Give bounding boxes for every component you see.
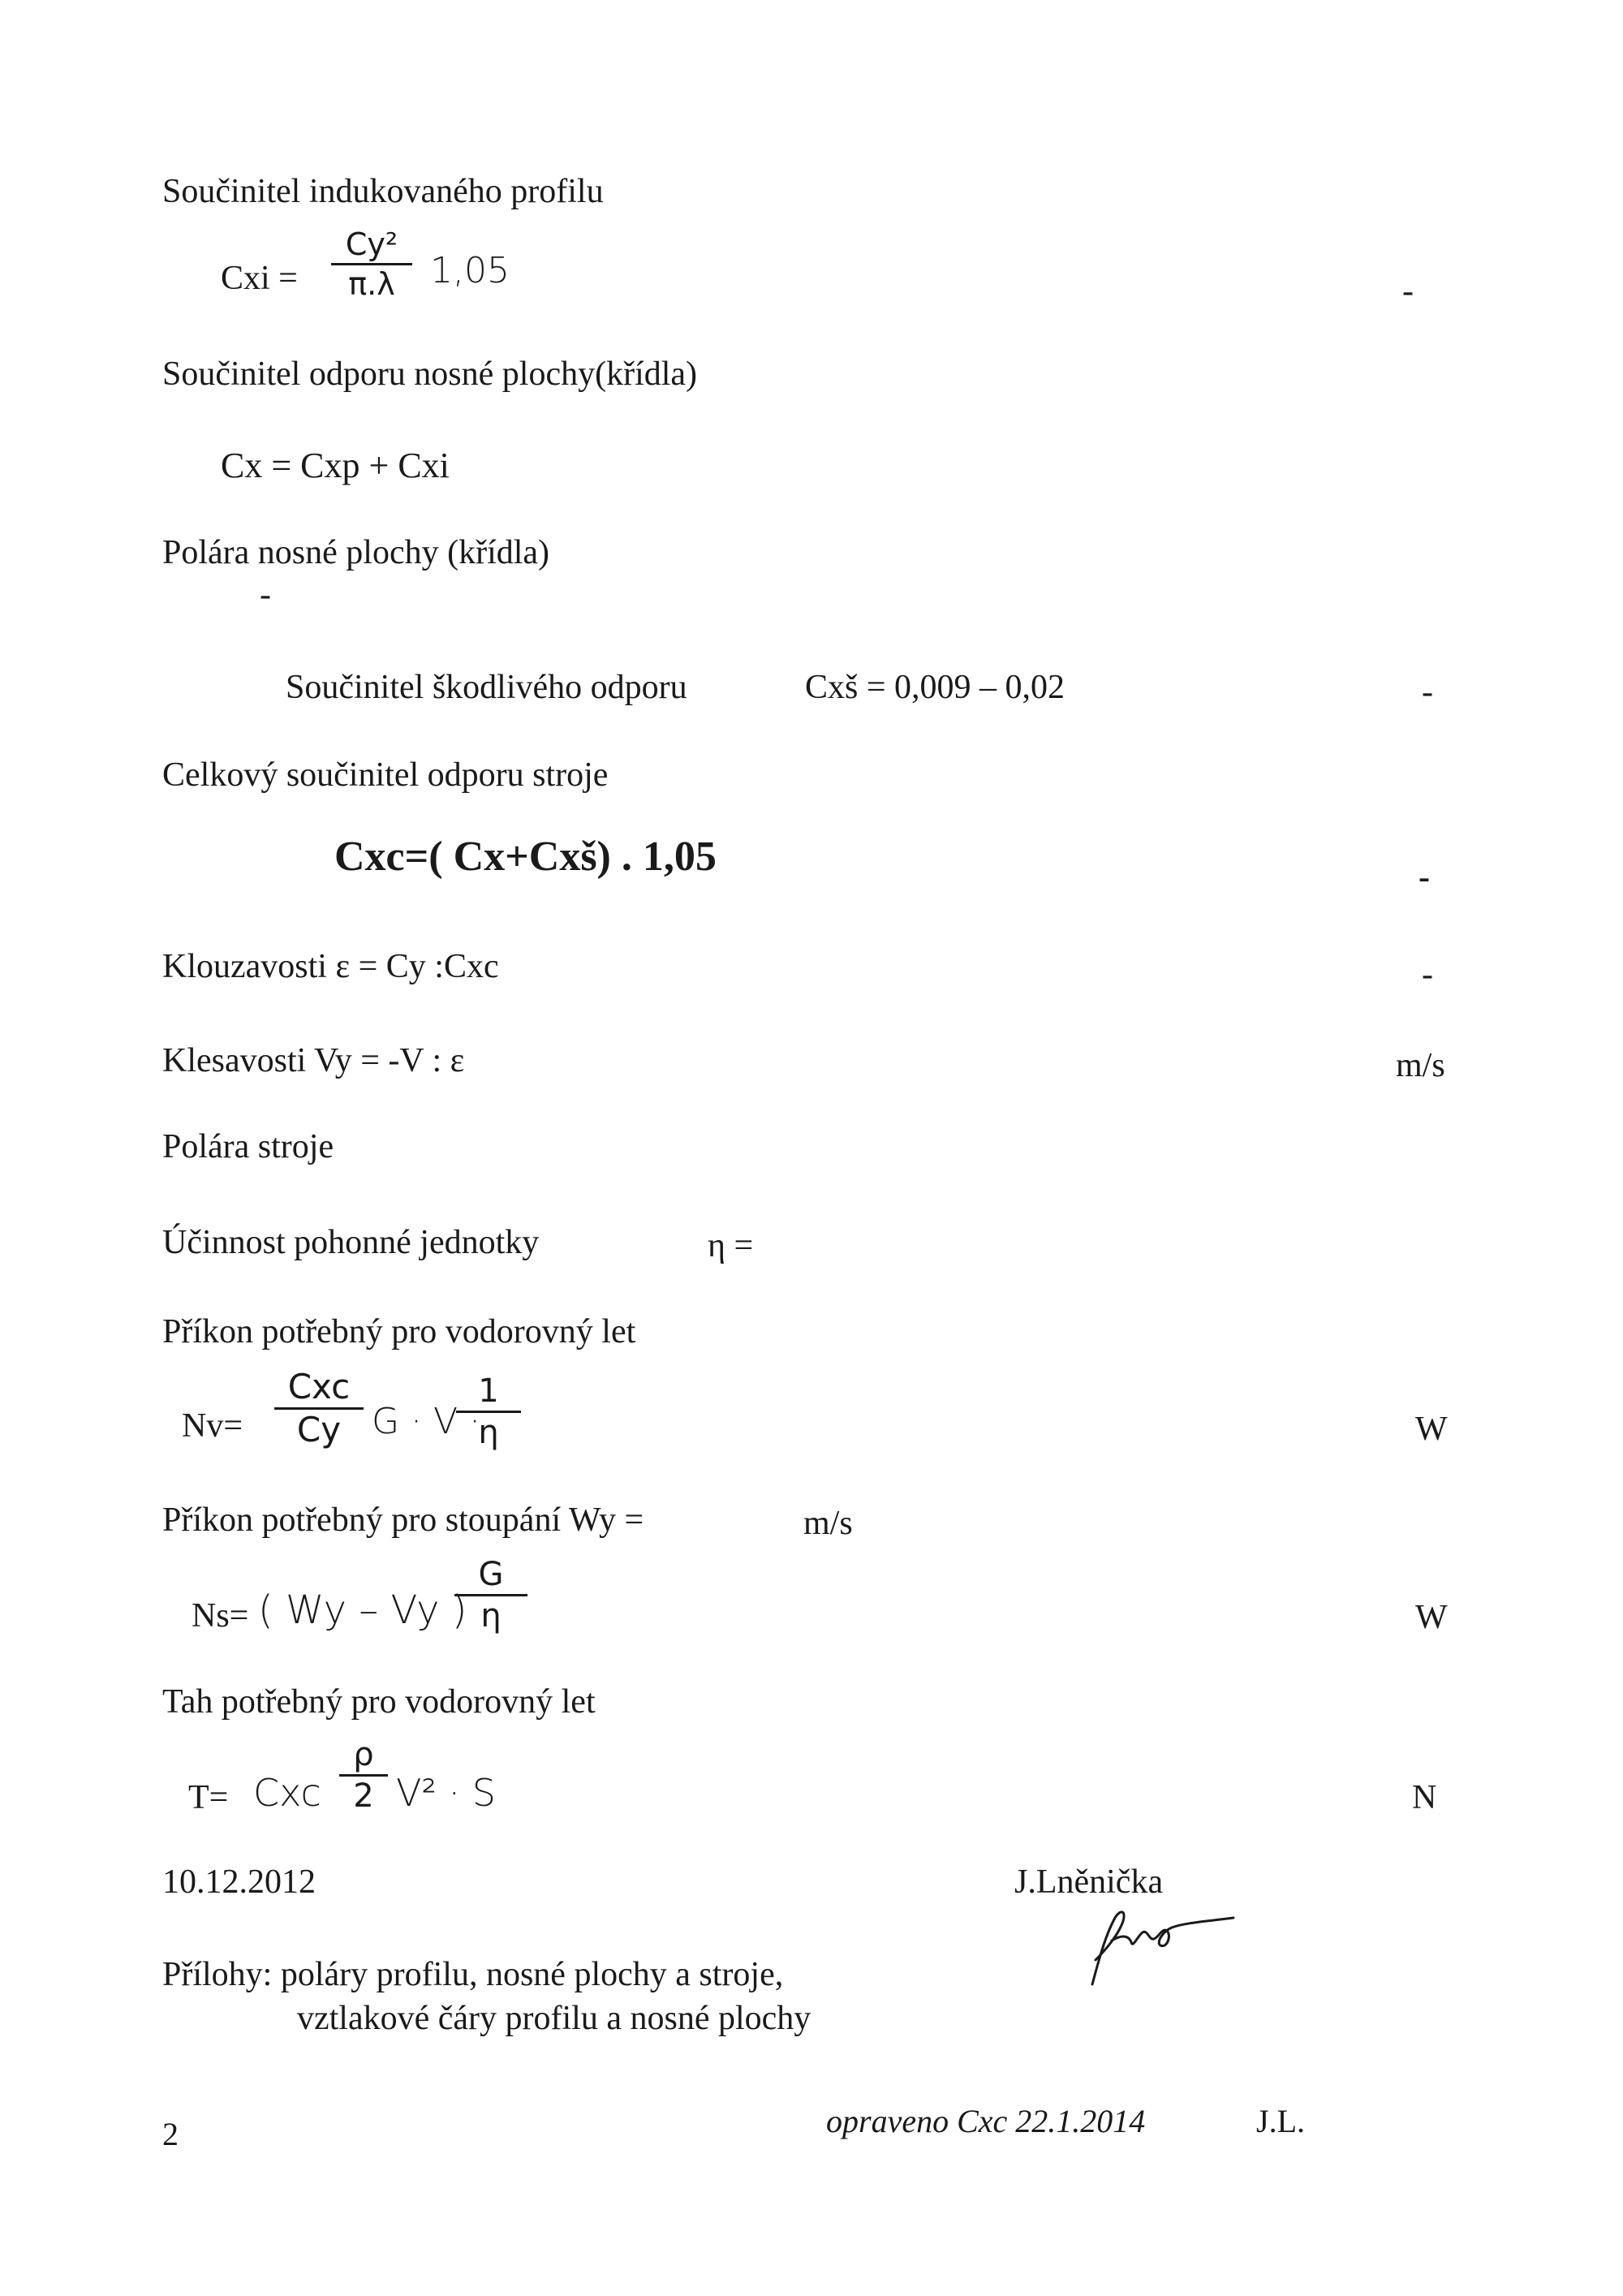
parasite-drag-unit: - [1422,674,1433,711]
cxi-fraction [331,226,412,302]
document-date: 10.12.2012 [162,1863,316,1901]
ns-lhs: Ns= [192,1597,249,1635]
parasite-drag-label: Součinitel škodlivého odporu [286,669,687,706]
ns-denominator: η [480,1597,502,1635]
correction-note: opraveno Cxc 22.1.2014 [826,2103,1146,2139]
glide-ratio-formula: Klouzavosti ε = Cy :Cxc [162,948,499,985]
t-cxc: Cxc [253,1771,321,1815]
thrust-title: Tah potřebný pro vodorovný let [162,1683,596,1721]
nv-unit: W [1415,1411,1448,1448]
machine-polar-title: Polára stroje [162,1128,334,1165]
nv-one: 1 [478,1372,499,1410]
nv-denominator: Cy [296,1410,342,1450]
cxc-unit: - [1419,859,1430,896]
nv-numerator: Cxc [287,1367,351,1406]
t-lhs: T= [188,1779,229,1816]
cxi-factor: 1,05 [430,250,510,291]
attachments-line-2: vztlakové čáry profilu a nosné plochy [297,2000,812,2037]
wing-polar-title: Polára nosné plochy (křídla) [162,534,550,571]
nv-efficiency-bar [456,1411,521,1413]
efficiency-label: Účinnost pohonné jednotky [162,1224,540,1261]
author-signature [1063,1903,1258,1992]
ns-numerator: G [478,1556,504,1593]
t-two: 2 [353,1777,374,1815]
ns-fraction [454,1556,527,1635]
sink-rate-formula: Klesavosti Vy = -V : ε [162,1042,465,1079]
wing-polar-dash: - [260,576,271,614]
climb-power-title: Příkon potřebný pro stoupání Wy = [162,1501,644,1539]
total-drag-title: Celkový součinitel odporu stroje [162,756,609,794]
nv-eta: η [478,1414,499,1451]
t-density-fraction [339,1736,388,1815]
cxc-formula: Cxc=( Cx+Cxš) . 1,05 [334,834,717,880]
cx-formula: Cx = Cxp + Cxi [221,446,450,485]
glide-ratio-unit: - [1422,956,1433,993]
sink-rate-unit: m/s [1396,1047,1445,1084]
t-unit: N [1412,1779,1437,1816]
author-name: J.Lněnička [1014,1863,1164,1901]
page-number: 2 [162,2116,179,2152]
level-flight-power-title: Příkon potřebný pro vodorovný let [162,1313,636,1350]
ns-unit: W [1415,1599,1448,1636]
cxi-numerator: Cy² [345,226,398,262]
correction-initials: J.L. [1256,2103,1305,2139]
cxi-lhs: Cxi = [221,260,298,297]
parasite-drag-value: Cxš = 0,009 – 0,02 [805,669,1065,706]
attachments-line-1: Přílohy: poláry profilu, nosné plochy a stroje, [162,1956,784,1993]
ns-fraction-bar [454,1594,527,1596]
efficiency-symbol: η = [708,1227,754,1264]
cxi-fraction-bar [331,263,412,265]
ns-parenthesis: ( Wy – Vy ) [258,1587,467,1633]
induced-drag-title: Součinitel indukovaného profilu [162,173,604,210]
t-rest: V² · S [396,1771,496,1815]
t-rho: ρ [353,1736,374,1773]
wing-drag-title: Součinitel odporu nosné plochy(křídla) [162,355,698,393]
nv-fraction [274,1367,364,1450]
cxi-unit: - [1402,273,1414,310]
nv-middle-terms: G · V · [372,1401,481,1442]
climb-speed-unit: m/s [803,1505,853,1542]
cxi-denominator: π.λ [348,266,395,302]
nv-lhs: Nv= [182,1407,243,1445]
nv-efficiency-fraction [456,1372,521,1451]
t-fraction-bar [339,1774,388,1777]
